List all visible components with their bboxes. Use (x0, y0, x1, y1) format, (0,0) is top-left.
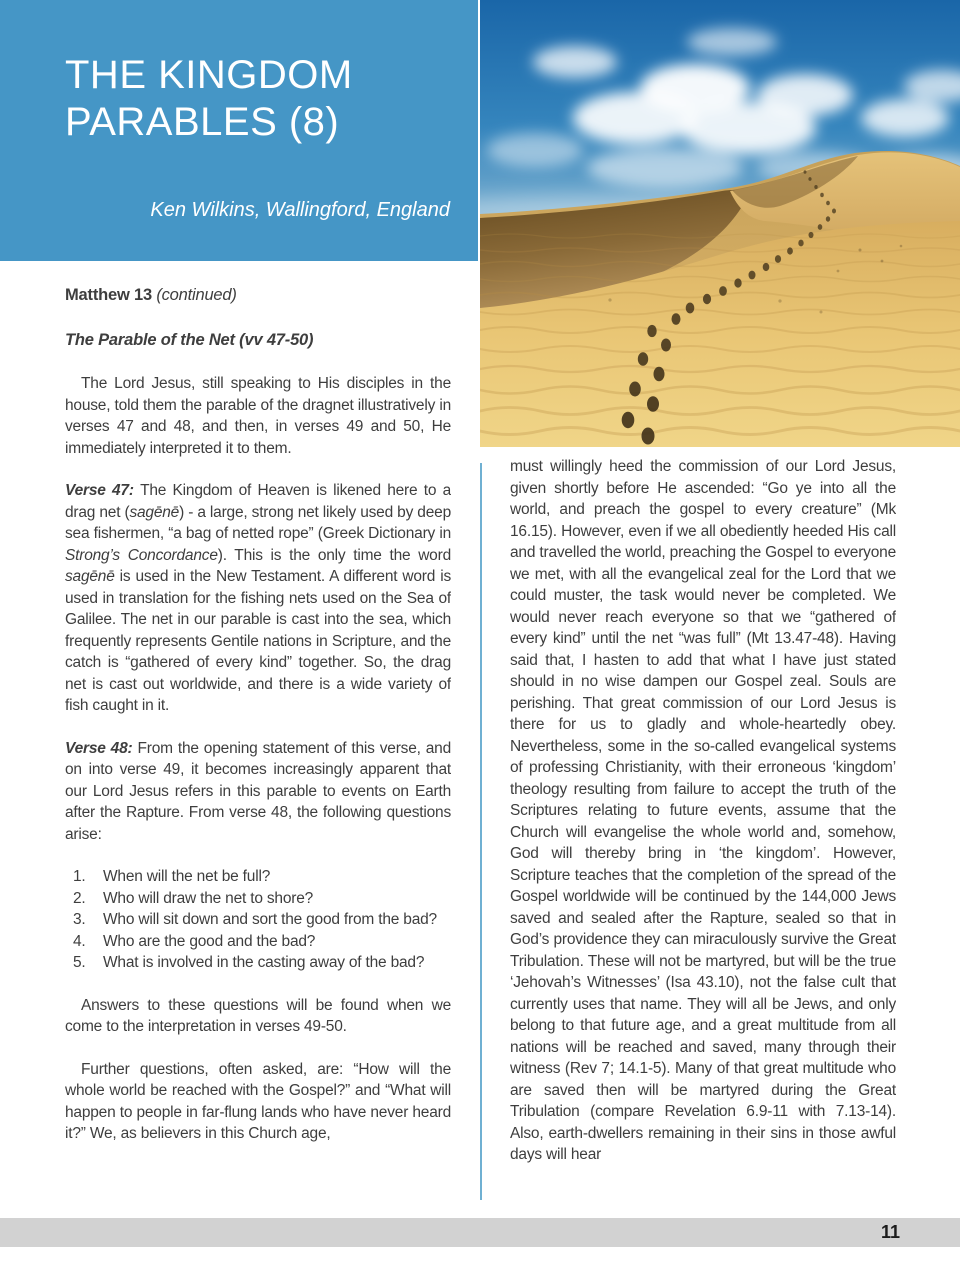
page-number: 11 (880, 1222, 900, 1242)
paragraph (510, 456, 896, 1166)
text-segment: The Lord Jesus, still speaking to His disciples in the house, told them the parable of the dragnet illustratively in verses 47 and 48, and then, in verses 49 and 50, He immediately interpreted it to them. (65, 375, 451, 457)
text-segment: Matthew 13 (65, 286, 157, 304)
list-item (73, 952, 451, 974)
paragraph (65, 1059, 451, 1145)
subhead (65, 330, 451, 352)
footer-bar (0, 1218, 960, 1247)
list-item-text: Who will sit down and sort the good from the bad? (103, 911, 437, 928)
list-item (73, 888, 451, 910)
text-segment: The Parable of the Net (vv 47-50) (65, 330, 314, 349)
list-item-text: What is involved in the casting away of the bad? (103, 954, 425, 971)
list-item (73, 866, 451, 888)
paragraph (65, 480, 451, 717)
paragraph (65, 373, 451, 459)
text-segment: sagēnē (65, 568, 115, 585)
paragraph (65, 738, 451, 846)
text-segment: Strong’s Concordance (65, 546, 218, 564)
kicker (65, 285, 451, 307)
list-item (73, 909, 451, 931)
list-item-number: 4. (73, 932, 86, 950)
left-column (65, 285, 451, 1220)
text-segment: From the opening statement of this verse, and on into verse 49, it becomes increasingly apparent that our Lord Jesus refers in this parable to events on Earth after the Rapture. From verse 48, the following questions arise: (65, 739, 451, 843)
list-item-number: 5. (73, 954, 86, 971)
right-column (510, 456, 896, 1218)
text-segment: Answers to these questions will be found when we come to the interpretation in verses 49-50. (65, 996, 451, 1035)
page-title (65, 52, 353, 146)
text-segment: must willingly heed the commission of our Lord Jesus, given shortly before He ascended: “Go ye into all the world, and preach the gospel to every creature” (Mk 16.15). However, even if we all obediently heeded His call and travelled the world, preaching the Gospel to everyone we met, with all the evangelical zeal for the Lord that we could muster, the task would never be completed. We would never reach everyone so that we “gathered of every kind” until the net “was full” (Mt 13.47-48). Having said that, I hasten to add that what I have just stated should in no wise dampen our Gospel zeal. Souls are perishing. That great commission of our Lord Jesus is there for us to gladly and whole-heartedly obey. Nevertheless, some in the so-called evangelical systems of professing Christianity, with their erroneous ‘kingdom’ theology resulting from failure to accept the truth of the Scriptures relating to future events, assume that the Church will evangelise the whole world and, somehow, God will thereby bring in ‘the kingdom’. However, Scripture teaches that the completion of the spread of the Gospel worldwide will be continued by the 144,000 Jews saved and sealed after the Rapture, sealed so that in God’s providence they can miraculously survive the Great Tribulation. These will not be martyred, but will be the true ‘Jehovah’s Witnesses’ (Isa 43.10), not the false cult that currently uses that name. They will all be Jews, and only belong to that future age, and a great multitude from all nations will be reached and saved, many through their witness (Rev 7; 14.1-5). Many of that great multitude who are saved then will be martyred during the Great Tribulation (compare Revelation 6.9-11 with 7.13-14). Also, earth-dwellers remaining in their sins in those awful days will hear (510, 458, 896, 1163)
list-item-text: Who will draw the net to shore? (103, 889, 314, 907)
text-segment: Verse 48: (65, 739, 138, 757)
column-divider (480, 463, 482, 1200)
list-item-number: 2. (73, 889, 86, 907)
text-segment: The Kingdom of Heaven is likened here to a drag net ( (65, 482, 451, 521)
page-title-line1: THE KINGDOM (65, 53, 353, 97)
list-item (73, 931, 451, 953)
text-segment: ) - a large, strong net likely used by deep sea fishermen, “a bag of netted rope” (Greek Dictionary in (65, 503, 451, 542)
list-item-text: When will the net be full? (103, 868, 271, 885)
desert-photo (480, 0, 960, 447)
text-segment: (continued) (156, 286, 237, 304)
text-segment: sagēnē (129, 503, 180, 521)
list-item-number: 1. (73, 868, 86, 885)
text-segment: ). This is the only time the word (217, 546, 451, 564)
list-item-number: 3. (73, 911, 86, 928)
byline: Ken Wilkins, Wallingford, England (150, 199, 450, 221)
text-segment: Verse 47: (65, 482, 141, 499)
question-list (65, 866, 451, 974)
text-segment: is used in the New Testament. A different word is used in translation for the fishing nets used on the Sea of Galilee. The net in our parable is cast into the sea, which frequently represents Gentile nations in Scripture, and the catch is “gathered of every kind” together. So, the drag net is cast out worldwide, and there is a wide variety of fish caught in it. (65, 568, 451, 714)
article-header (0, 0, 478, 261)
page-title-line2: PARABLES (8) (65, 100, 340, 144)
paragraph (65, 995, 451, 1038)
text-segment: Further questions, often asked, are: “How will the whole world be reached with the Gospel?” and “What will happen to people in far-flung lands who have never heard it?” We, as believers in this Church age, (65, 1060, 451, 1142)
list-item-text: Who are the good and the bad? (103, 932, 316, 950)
